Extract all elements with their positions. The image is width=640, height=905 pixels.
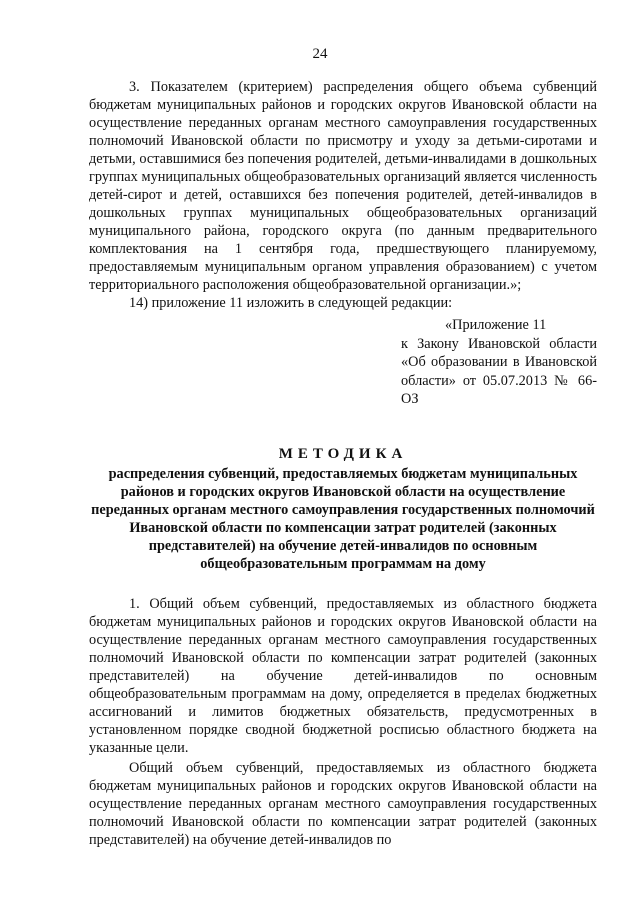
paragraph-3-criterion: 3. Показателем (критерием) распределения общего объема субвенций бюджетам муниципальных районов и городских округов Ивановской области на осуществление переданных органам местного самоуправления государственных полномочий Ивановской области по присмотру и уходу за детьми-сиротами и детьми, оставшимися без попечения родителей, детьми-инвалидами в дошкольных группах муниципальных общеобразовательных организаций является численность детей-сирот и детей, оставшихся без попечения родителей, детей-инвалидов в дошкольных группах муниципальных общеобразовательных организаций муниципального района, городского округа (по данным предварительного комплектования на 1 сентября года, предшествующего планируемому, предоставляемым муниципальным органом управления образованием) с учетом территориального расположения общеобразовательной организации.»; (89, 79, 597, 293)
annex-reference (401, 316, 597, 409)
paragraph-total-volume-continued: Общий объем субвенций, предоставляемых из областного бюджета бюджетам муниципальных районов и городских округов Ивановской области на осуществление переданных органам местного самоуправления государственных полномочий Ивановской области по компенсации затрат родителей (законных представителей) на обучение детей-инвалидов по (89, 759, 597, 848)
methodology-subtitle: распределения субвенций, предоставляемых бюджетам муниципальных районов и городских округов Ивановской области на осуществление переданных органам местного самоуправления государственных полномочий Ивановской области по компенсации затрат родителей (законных представителей) на обучение детей-инвалидов по основным общеобразовательным программам на дому (91, 465, 595, 572)
document-body (89, 78, 597, 849)
paragraph-14-annex-intro: 14) приложение 11 изложить в следующей редакции: (129, 295, 453, 311)
annex-law-reference: к Закону Ивановской области «Об образовании в Ивановской области» от 05.07.2013 № 66-ОЗ (401, 335, 597, 407)
annex-title: «Приложение 11 (445, 317, 547, 333)
page-number: 24 (312, 46, 328, 62)
methodology-section (89, 595, 597, 849)
methodology-title: МЕТОДИКА (278, 445, 408, 462)
paragraph-1-total-volume: 1. Общий объем субвенций, предоставляемых из областного бюджета бюджетам муниципальных районов и городских округов Ивановской области на осуществление переданных органам местного самоуправления государственных полномочий Ивановской области по компенсации затрат родителей (законных представителей) на обучение детей-инвалидов по основным общеобразовательным программам на дому, определяется в пределах бюджетных ассигнований и лимитов бюджетных обязательств, предусмотренных в установленном порядке сводной бюджетной росписью областного бюджета на указанные цели. (89, 595, 597, 756)
